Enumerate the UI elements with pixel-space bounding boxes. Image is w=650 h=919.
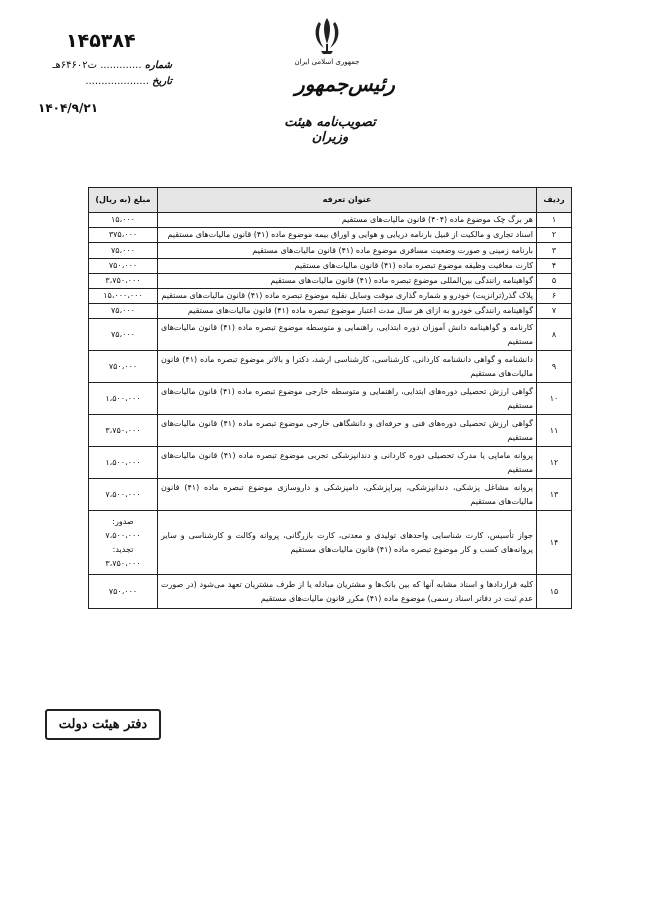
table-header-row [89, 188, 572, 213]
president-label: رئیس‌جمهور [295, 72, 395, 96]
row-index: ۷ [537, 304, 572, 319]
table-row [89, 228, 572, 243]
row-title: کارنامه و گواهینامه دانش آموزان دوره ابتدایی، راهنمایی و متوسطه موضوع تبصره ماده (۴۱) قانون مالیات‌های مستقیم [158, 319, 537, 351]
row-title: پلاک گذر(ترانزیت) خودرو و شماره گذاری موقت وسایل نقلیه موضوع تبصره ماده (۴۱) قانون مالیات‌های مستقیم [158, 289, 537, 304]
table-row [89, 575, 572, 609]
row-amount [89, 289, 158, 304]
amount-line: ۷۵،۰۰۰ [110, 245, 136, 255]
row-amount [89, 383, 158, 415]
table-row [89, 479, 572, 511]
row-amount [89, 319, 158, 351]
table-row [89, 383, 572, 415]
row-title: پروانه مشاغل پزشکی، دندانپزشکی، پیراپزشکی، دامپزشکی و داروسازی موضوع تبصره ماده (۴۱) قانون مالیات‌های مستقیم [158, 479, 537, 511]
row-index: ۲ [537, 228, 572, 243]
row-index: ۱۴ [537, 511, 572, 575]
row-title: گواهی ارزش تحصیلی دوره‌های ابتدایی، راهنمایی و متوسطه خارجی موضوع تبصره ماده (۴۱) قانون مالیات‌های مستقیم [158, 383, 537, 415]
row-title: گواهی ارزش تحصیلی دوره‌های فنی و حرفه‌ای و دانشگاهی خارجی موضوع تبصره ماده (۴۱) قانون مالیات‌های مستقیم [158, 415, 537, 447]
amount-line: ۱،۵۰۰،۰۰۰ [105, 393, 141, 403]
row-amount [89, 447, 158, 479]
row-index: ۵ [537, 274, 572, 289]
date-row: تاریخ .................... [85, 76, 172, 87]
amount-line: ۳۷۵،۰۰۰ [108, 230, 138, 239]
row-title: پروانه ماماپی یا مدرک تحصیلی دوره کاردانی و دندانپزشکی تجربی موضوع تبصره ماده (۴۱) قانون مالیات‌های مستقیم [158, 447, 537, 479]
amount-line: ۱،۵۰۰،۰۰۰ [105, 457, 141, 467]
table-row [89, 415, 572, 447]
row-amount [89, 304, 158, 319]
table-row [89, 274, 572, 289]
amount-line: ۷۵،۰۰۰ [110, 329, 136, 339]
republic-label: جمهوری اسلامی ایران [294, 58, 360, 66]
table-row [89, 243, 572, 259]
amount-line: ۷۵،۰۰۰ [110, 306, 136, 315]
row-index: ۱۵ [537, 575, 572, 609]
date-value: ۱۴۰۴/۹/۲۱ [38, 101, 99, 115]
row-index: ۱۲ [537, 447, 572, 479]
table-row [89, 289, 572, 304]
table-row [89, 351, 572, 383]
row-amount [89, 259, 158, 274]
amount-line: تجدید: [112, 544, 134, 554]
row-index: ۱۱ [537, 415, 572, 447]
amount-line: ۱۵،۰۰۰ [110, 215, 136, 224]
row-title: گواهینامه رانندگی بین‌المللی موضوع تبصره ماده (۴۱) قانون مالیات‌های مستقیم [158, 274, 537, 289]
amount-line: ۷۵۰،۰۰۰ [108, 261, 138, 270]
number-row: شماره ............. ت۶۴۶۰۲هـ [52, 60, 172, 71]
row-index: ۸ [537, 319, 572, 351]
header-amount: مبلغ (به ریال) [89, 188, 158, 213]
number-value: ت۶۴۶۰۲هـ [52, 60, 98, 71]
date-label: تاریخ [152, 76, 172, 87]
doc-number: ۱۴۵۳۸۴ [66, 30, 136, 52]
table-row [89, 304, 572, 319]
amount-line: ۷،۵۰۰،۰۰۰ [105, 530, 141, 540]
row-index: ۱ [537, 213, 572, 228]
table-row [89, 447, 572, 479]
iran-emblem-icon [309, 14, 345, 56]
row-amount [89, 479, 158, 511]
table-row [89, 511, 572, 575]
row-amount [89, 213, 158, 228]
row-title: اسناد تجاری و مالکیت از قبیل بارنامه دریایی و هوایی و اوراق بیمه موضوع ماده (۴۱) قانون مالیات‌های مستقیم [158, 228, 537, 243]
table-row [89, 319, 572, 351]
row-title: کارت معافیت وظیفه موضوع تبصره ماده (۴۱) قانون مالیات‌های مستقیم [158, 259, 537, 274]
approval-title: تصویب‌نامه هیئت وزیران [284, 115, 376, 145]
row-amount [89, 351, 158, 383]
row-index: ۶ [537, 289, 572, 304]
row-index: ۱۰ [537, 383, 572, 415]
amount-line: ۷۵۰،۰۰۰ [108, 586, 138, 596]
amount-line: ۳،۷۵۰،۰۰۰ [105, 425, 141, 435]
row-title: گواهینامه رانندگی خودرو به ازای هر سال مدت اعتبار موضوع تبصره ماده (۴۱) قانون مالیات‌های مستقیم [158, 304, 537, 319]
cabinet-office-stamp: دفتر هیئت دولت [45, 709, 161, 740]
tariff-table [88, 187, 572, 609]
row-amount [89, 243, 158, 259]
row-amount [89, 274, 158, 289]
row-index: ۹ [537, 351, 572, 383]
row-title: دانشنامه و گواهی دانشنامه کاردانی، کارشناسی، کارشناسی ارشد، دکترا و بالاتر موضوع تبصره ماده (۴۱) قانون مالیات‌های مستقیم [158, 351, 537, 383]
number-label: شماره [144, 60, 172, 71]
row-index: ۴ [537, 259, 572, 274]
row-title: هر برگ چک موضوع ماده (۴۰۴) قانون مالیات‌های مستقیم [158, 213, 537, 228]
row-title: جواز تأسیس، کارت شناسایی واحدهای تولیدی و معدنی، کارت بازرگانی، پروانه وکالت و کارشناسی و سایر پروانه‌های کسب و کار موضوع تبصره ماده (۴۱) قانون مالیات‌های مستقیم [158, 511, 537, 575]
row-amount [89, 415, 158, 447]
row-title: بارنامه زمینی و صورت وضعیت مسافری موضوع ماده (۴۱) قانون مالیات‌های مستقیم [158, 243, 537, 259]
row-index: ۳ [537, 243, 572, 259]
amount-line: ۱۵،۰۰۰،۰۰۰ [103, 291, 143, 300]
amount-line: ۷،۵۰۰،۰۰۰ [105, 489, 141, 499]
header-title: عنوان تعرفه [158, 188, 537, 213]
header-fields [12, 58, 172, 90]
header-index: ردیف [537, 188, 572, 213]
table-row [89, 259, 572, 274]
row-index: ۱۳ [537, 479, 572, 511]
row-amount [89, 228, 158, 243]
amount-line: ۷۵۰،۰۰۰ [108, 361, 138, 371]
amount-line: ۳،۷۵۰،۰۰۰ [105, 558, 141, 568]
table-row [89, 213, 572, 228]
amount-line: ۳،۷۵۰،۰۰۰ [105, 276, 141, 285]
row-title: کلیه قراردادها و اسناد مشابه آنها که بین بانک‌ها و مشتریان مبادله یا از طرف مشتریان تعهد می‌شود (در صورت عدم ثبت در دفاتر اسناد رسمی) موضوع ماده (۴۱) مکرر قانون مالیات‌های مستقیم [158, 575, 537, 609]
row-amount [89, 575, 158, 609]
amount-line: صدور: [112, 516, 134, 526]
row-amount [89, 511, 158, 575]
